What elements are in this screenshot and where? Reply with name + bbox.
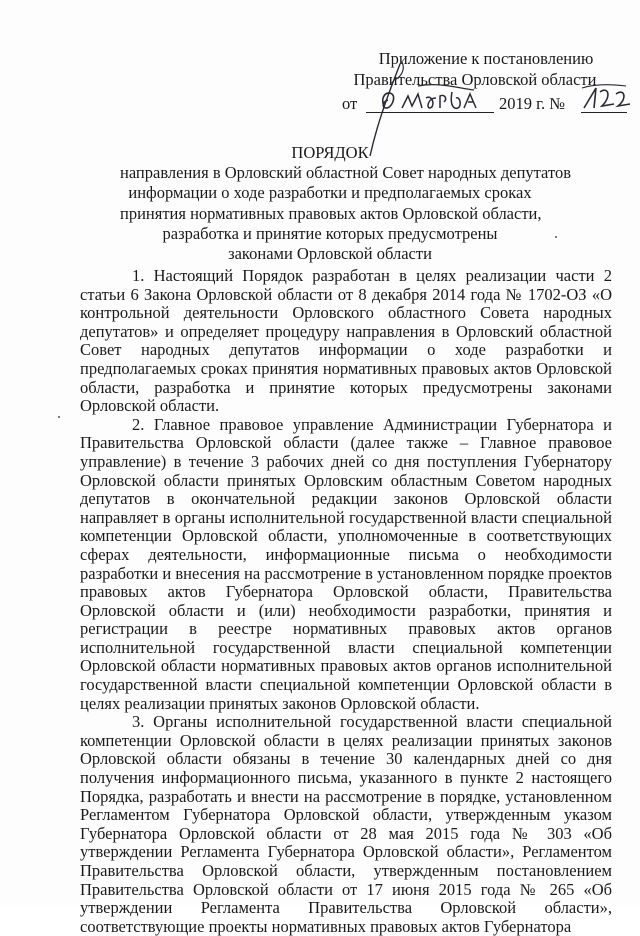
document-body [80,267,612,936]
appendix-line-1: Приложение к постановлению [378,49,594,68]
title-line-2: информации о ходе разработки и предполагаемых сроках [128,183,532,203]
scan-speck [58,416,60,418]
handwritten-number [580,82,636,116]
title-heading: ПОРЯДОК [291,143,369,162]
date-prefix: от [342,94,358,113]
scan-speck [555,236,557,238]
title-line-5: законами Орловской области [228,244,432,264]
paragraph-1: 1. Настоящий Порядок разработан в целях реализации части 2 статьи 6 Закона Орловской области от 8 декабря 2014 года № 1702-ОЗ «О контрольной деятельности Орловского областного Совета народных депутатов» и определяет процедуру направления в Орловский областной Совет народных депутатов информации о ходе разработки и предполагаемых сроках принятия нормативных правовых актов Орловской области, разработка и принятие которых предусмотрены законами Орловской области. [80,266,612,416]
title-line-4: разработка и принятие которых предусмотрены [162,223,498,243]
paragraph-2: 2. Главное правовое управление Администрации Губернатора и Правительства Орловской области (далее также – Главное правовое управление) в течение 3 рабочих дней со дня поступления Губернатору Орловской области принятых Орловским областным Советом народных депутатов в окончательной редакции законов Орловской области направляет в органы исполнительной государственной власти специальной компетенции Орловской области, уполномоченные в соответствующих сферах деятельности, информационные письма о необходимости разработки и внесения на рассмотрение в установленном порядке проектов правовых актов Губернатора Орловской области, Правительства Орловской области и (или) необходимости разработки, принятия и регистрации в реестре нормативных правовых актов органов исполнительной государственной власти специальной компетенции Орловской области нормативных правовых актов органов исполнительной государственной власти специальной компетенции Орловской области в целях реализации принятых законов Орловской области. [80,414,612,713]
appendix-line-2: Правительства Орловской области [353,70,597,89]
document-title [120,143,571,264]
title-line-1: направления в Орловский областной Совет народных депутатов [120,163,571,183]
date-year: 2019 г. № [499,94,566,113]
title-line-3: принятия нормативных правовых актов Орловской области, [120,203,542,223]
paragraph-3: 3. Органы исполнительной государственной власти специальной компетенции Орловской области в целях реализации принятых законов Орловской области обязаны в течение 30 календарных дней со дня получения информационного письма, указанного в пункте 2 настоящего Порядка, разработать и внести на рассмотрение в порядке, установленном Регламентом Губернатора Орловской области, утвержденным указом Губернатора Орловской области от 28 мая 2015 года № 303 «Об утверждении Регламента Губернатора Орловской области», Регламентом Правительства Орловской области, утвержденным постановлением Правительства Орловской области от 17 июня 2015 года № 265 «Об утверждении Регламента Правительства Орловской области», соответствующие проекты нормативных правовых актов Губернатора [80,712,612,936]
